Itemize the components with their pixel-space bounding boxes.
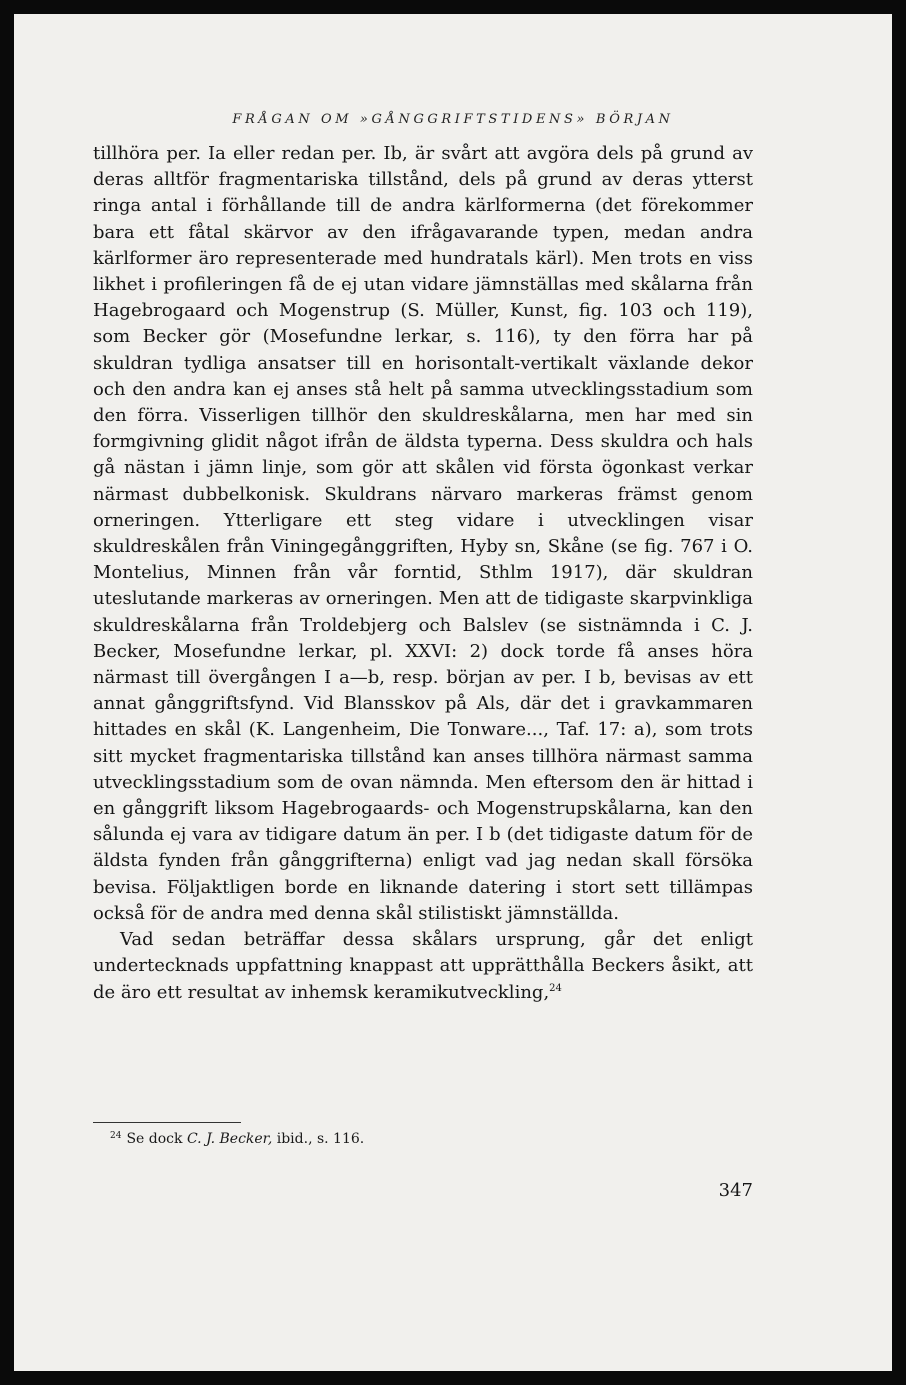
footnote-author: C. J. Becker,: [186, 1131, 273, 1147]
paragraph-2-text: Vad sedan beträffar dessa skålars ursprung, går det enligt undertecknads uppfattning knappast att upprätthålla Beckers åsikt, att de äro ett resultat av inhemsk keramikutveckling,: [93, 929, 753, 1003]
document-page: [14, 14, 892, 1371]
footnote: [110, 1131, 364, 1147]
footnote-number: 24: [110, 1131, 122, 1141]
body-text: [93, 141, 753, 1006]
page-number: 347: [718, 1180, 753, 1201]
footnote-divider: [93, 1122, 241, 1123]
paragraph-2: [93, 927, 753, 1006]
footnote-reference: 24: [549, 982, 562, 994]
paragraph-1: tillhöra per. Ia eller redan per. Ib, är svårt att avgöra dels på grund av deras alltför fragmentariska tillstånd, dels på grund av deras ytterst ringa antal i förhållande till de andra kärlformerna (det förekommer bara ett fåtal skärvor av den ifrågavarande typen, medan andra kärlformer äro representerade med hundratals kärl). Men trots en viss likhet i profileringen få de ej utan vidare jämnställas med skålarna från Hagebrogaard och Mogenstrup (S. Müller, Kunst, fig. 103 och 119), som Becker gör (Mosefundne lerkar, s. 116), ty den förra har på skuldran tydliga ansatser till en horisontalt-vertikalt växlande dekor och den andra kan ej anses stå helt på samma utvecklingsstadium som den förra. Visserligen tillhör den skuldreskålarna, men har med sin formgivning glidit något ifrån de äldsta typerna. Dess skuldra och hals gå nästan i jämn linje, som gör att skålen vid första ögonkast verkar närmast dubbelkonisk. Skuldrans närvaro markeras främst genom orneringen. Ytterligare ett steg vidare i utvecklingen visar skuldreskålen från Viningegånggriften, Hyby sn, Skåne (se fig. 767 i O. Montelius, Minnen från vår forntid, Sthlm 1917), där skuldran uteslutande markeras av orneringen. Men att de tidigaste skarpvinkliga skuldreskålarna från Troldebjerg och Balslev (se sistnämnda i C. J. Becker, Mosefundne lerkar, pl. XXVI: 2) dock torde få anses höra närmast till övergången I a—b, resp. början av per. I b, bevisas av ett annat gånggriftsfynd. Vid Blansskov på Als, där det i gravkammaren hittades en skål (K. Langenheim, Die Tonware..., Taf. 17: a), som trots sitt mycket fragmentariska tillstånd kan anses tillhöra närmast samma utvecklingsstadium som de ovan nämnda. Men eftersom den är hittad i en gånggrift liksom Hagebrogaards- och Mogenstrupskålarna, kan den sålunda ej vara av tidigare datum än per. I b (det tidigaste datum för de äldsta fynden från gånggrifterna) enligt vad jag nedan skall försöka bevisa. Följaktligen borde en liknande datering i stort sett tillämpas också för de andra med denna skål stilistiskt jämnställda.: [93, 143, 753, 924]
footnote-prefix: Se dock: [126, 1131, 183, 1147]
footnote-rest: ibid., s. 116.: [276, 1131, 365, 1147]
running-head: FRÅGAN OM »GÅNGGRIFTSTIDENS» BÖRJAN: [232, 112, 674, 127]
